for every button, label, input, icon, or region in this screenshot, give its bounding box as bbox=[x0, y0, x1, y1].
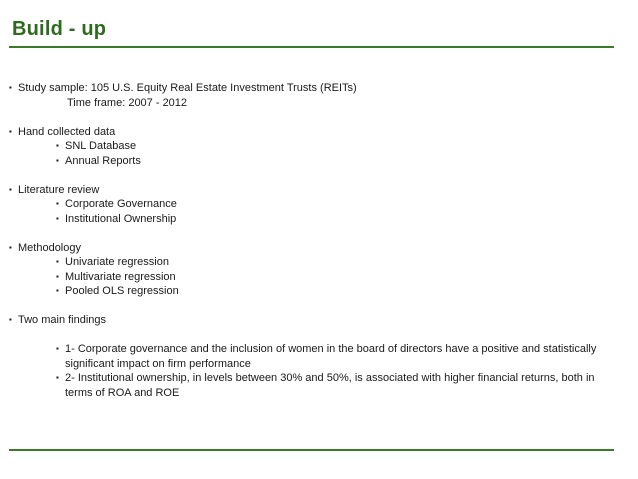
methodology-section bbox=[9, 241, 619, 299]
square-bullet-icon: ▪ bbox=[9, 126, 12, 136]
square-bullet-icon: ▪ bbox=[56, 199, 59, 208]
data-heading: Hand collected data bbox=[18, 125, 116, 138]
square-bullet-icon: ▪ bbox=[9, 242, 12, 252]
square-bullet-icon: ▪ bbox=[9, 83, 12, 92]
spacer bbox=[9, 328, 619, 343]
square-bullet-icon: ▪ bbox=[56, 213, 59, 223]
findings-section bbox=[9, 313, 619, 400]
square-bullet-icon: ▪ bbox=[56, 286, 59, 295]
study-section bbox=[9, 81, 619, 110]
study-sample-text: Study sample: 105 U.S. Equity Real Estate Investment Trusts (REITs) bbox=[18, 82, 357, 94]
timeframe-text: Time frame: 2007 - 2012 bbox=[67, 96, 188, 109]
square-bullet-icon: ▪ bbox=[56, 257, 59, 266]
square-bullet-icon: ▪ bbox=[56, 271, 59, 281]
footer-divider bbox=[9, 449, 614, 451]
square-bullet-icon: ▪ bbox=[9, 315, 12, 324]
list-item: Annual Reports bbox=[65, 154, 141, 167]
list-item: Multivariate regression bbox=[65, 270, 176, 283]
square-bullet-icon: ▪ bbox=[56, 155, 59, 165]
square-bullet-icon: ▪ bbox=[56, 141, 59, 150]
slide-title: Build - up bbox=[12, 18, 107, 40]
list-item: Univariate regression bbox=[65, 256, 169, 268]
data-section bbox=[9, 125, 619, 169]
finding-item: 2- Institutional ownership, in levels between 30% and 50%, is associated with higher financial returns, both in terms of ROA and ROE bbox=[65, 372, 595, 399]
list-item: Corporate Governance bbox=[65, 198, 177, 210]
square-bullet-icon: ▪ bbox=[9, 184, 12, 194]
square-bullet-icon: ▪ bbox=[56, 373, 59, 382]
literature-heading: Literature review bbox=[18, 183, 100, 196]
finding-item: 1- Corporate governance and the inclusion of women in the board of directors have a positive and statistically significant impact on firm performance bbox=[65, 343, 597, 370]
slide-content bbox=[9, 81, 619, 415]
list-item: Pooled OLS regression bbox=[65, 285, 179, 297]
findings-heading: Two main findings bbox=[18, 314, 107, 326]
list-item: Institutional Ownership bbox=[65, 212, 177, 225]
literature-section bbox=[9, 183, 619, 227]
title-divider bbox=[9, 46, 614, 48]
methodology-heading: Methodology bbox=[18, 241, 81, 254]
square-bullet-icon: ▪ bbox=[56, 344, 59, 353]
list-item: SNL Database bbox=[65, 140, 137, 152]
